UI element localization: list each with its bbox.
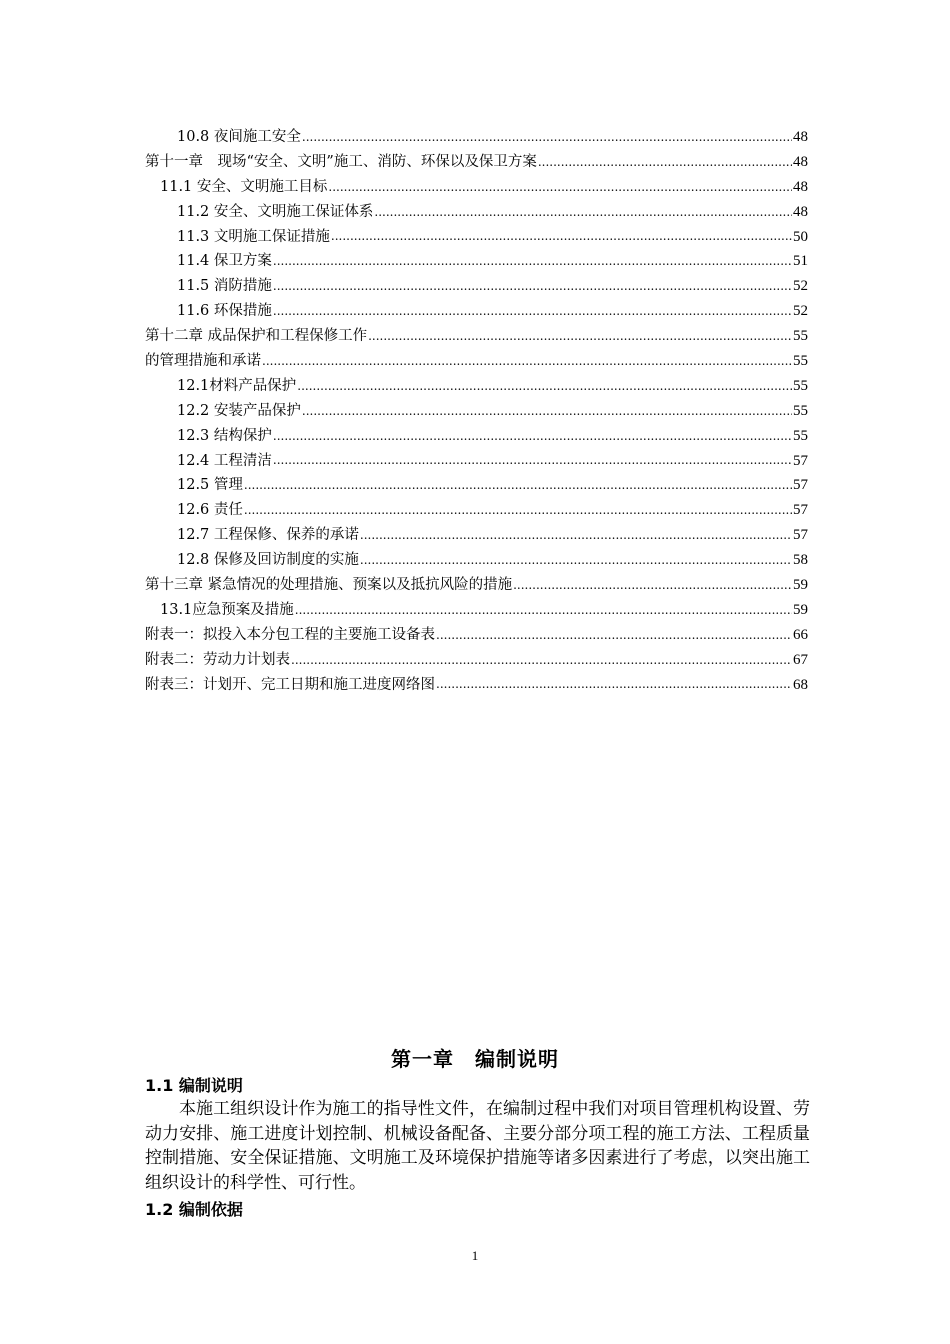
toc-entry[interactable]	[145, 374, 808, 399]
toc-entry[interactable]	[145, 473, 808, 498]
toc-entry-page: 55	[793, 353, 808, 369]
toc-dot-leader	[436, 674, 792, 694]
toc-dot-leader	[262, 351, 792, 371]
toc-entry-label: 11.3 文明施工保证措施	[177, 228, 330, 245]
toc-dot-leader	[374, 202, 792, 222]
toc-entry-label: 11.6 环保措施	[177, 303, 272, 320]
toc-entry[interactable]	[145, 249, 808, 274]
toc-entry-label: 12.3 结构保护	[177, 427, 272, 444]
toc-dot-leader	[273, 450, 792, 470]
toc-entry[interactable]	[145, 274, 808, 299]
toc-entry-page: 48	[793, 203, 808, 220]
toc-entry-label: 附表二：劳动力计划表	[145, 651, 290, 668]
toc-entry-page: 48	[793, 153, 808, 170]
toc-entry[interactable]	[145, 225, 808, 250]
toc-dot-leader	[291, 650, 792, 670]
toc-dot-leader	[436, 625, 792, 645]
toc-entry[interactable]	[145, 200, 808, 225]
toc-entry-page: 48	[793, 178, 808, 195]
toc-entry-page: 57	[793, 527, 808, 544]
toc-entry[interactable]	[145, 598, 808, 623]
toc-entry-label: 12.6 责任	[177, 502, 243, 519]
toc-dot-leader	[273, 276, 792, 296]
toc-dot-leader	[331, 226, 792, 246]
toc-entry-page: 58	[793, 552, 808, 569]
toc-entry-label: 的管理措施和承诺	[145, 353, 261, 369]
toc-dot-leader	[273, 426, 792, 446]
toc-entry[interactable]	[145, 349, 808, 374]
toc-entry-page: 48	[793, 128, 808, 145]
paragraph-text: 本施工组织设计作为施工的指导性文件，在编制过程中我们对项目管理机构设置、劳动力安排、施工进度计划控制、机械设备配备、主要分部分项工程的施工方法、工程质量控制措施、安全保证措施、文明施工及环境保护措施等诸多因素进行了考虑，以突出施工组织设计的科学性、可行性。	[145, 1099, 810, 1193]
toc-entry-page: 68	[793, 676, 808, 693]
toc-entry[interactable]	[145, 623, 808, 648]
toc-dot-leader	[302, 401, 792, 421]
toc-entry[interactable]	[145, 498, 808, 523]
toc-dot-leader	[273, 251, 792, 271]
toc-entry-page: 59	[793, 601, 808, 618]
chapter-title: 第一章 编制说明	[391, 1047, 559, 1071]
toc-entry[interactable]	[145, 175, 808, 200]
toc-entry[interactable]	[145, 399, 808, 424]
toc-dot-leader	[297, 376, 792, 396]
toc-dot-leader	[360, 550, 792, 570]
section-heading-1-2: 1.2 编制依据	[145, 1200, 243, 1219]
toc-entry-label: 11.4 保卫方案	[177, 253, 272, 270]
section-heading-1-1: 1.1 编制说明	[145, 1076, 243, 1095]
toc-entry-page: 50	[793, 228, 808, 245]
toc-entry[interactable]	[145, 324, 808, 349]
toc-entry[interactable]	[145, 548, 808, 573]
toc-dot-leader	[513, 575, 792, 595]
toc-entry-label: 12.1材料产品保护	[177, 377, 297, 394]
toc-entry-page: 55	[793, 402, 808, 419]
section-1-1-paragraph	[145, 1097, 810, 1195]
toc-dot-leader	[538, 152, 792, 172]
toc-entry[interactable]	[145, 449, 808, 474]
toc-entry-page: 55	[793, 427, 808, 444]
toc-entry-page: 55	[793, 377, 808, 394]
toc-entry-label: 11.2 安全、文明施工保证体系	[177, 203, 374, 220]
toc-dot-leader	[302, 127, 792, 147]
toc-dot-leader	[360, 525, 792, 545]
toc-entry-label: 附表一：拟投入本分包工程的主要施工设备表	[145, 626, 435, 643]
toc-entry-page: 57	[793, 477, 808, 494]
toc-entry-label: 11.5 消防措施	[177, 278, 272, 295]
toc-dot-leader	[244, 475, 792, 495]
toc-entry-label: 第十一章 现场“安全、文明”施工、消防、环保以及保卫方案	[145, 153, 537, 170]
page-number: 1	[471, 1248, 479, 1263]
toc-entry[interactable]	[145, 299, 808, 324]
toc-entry-page: 52	[793, 303, 808, 320]
toc-entry-label: 12.4 工程清洁	[177, 452, 272, 469]
table-of-contents	[145, 125, 808, 697]
toc-entry-label: 12.7 工程保修、保养的承诺	[177, 527, 359, 544]
toc-entry-label: 12.2 安装产品保护	[177, 402, 301, 419]
toc-entry-page: 52	[793, 278, 808, 295]
toc-entry[interactable]	[145, 573, 808, 598]
toc-entry-page: 55	[793, 328, 808, 345]
toc-dot-leader	[368, 326, 792, 346]
toc-entry-page: 66	[793, 626, 808, 643]
toc-entry-page: 51	[793, 253, 808, 270]
toc-dot-leader	[328, 177, 792, 197]
toc-dot-leader	[273, 301, 792, 321]
toc-entry-page: 59	[793, 577, 808, 594]
toc-entry-label: 12.8 保修及回访制度的实施	[177, 552, 359, 569]
toc-entry[interactable]	[145, 150, 808, 175]
toc-entry-page: 67	[793, 651, 808, 668]
toc-entry-label: 10.8 夜间施工安全	[177, 128, 301, 145]
toc-dot-leader	[295, 600, 792, 620]
toc-entry-label: 11.1 安全、文明施工目标	[160, 178, 328, 195]
toc-entry-label: 附表三：计划开、完工日期和施工进度网络图	[145, 676, 435, 693]
toc-entry-label: 12.5 管理	[177, 477, 243, 494]
toc-entry[interactable]	[145, 523, 808, 548]
toc-entry-page: 57	[793, 452, 808, 469]
toc-entry[interactable]	[145, 125, 808, 150]
toc-entry[interactable]	[145, 648, 808, 673]
toc-entry-label: 第十三章 紧急情况的处理措施、预案以及抵抗风险的措施	[145, 577, 513, 594]
toc-entry-label: 第十二章 成品保护和工程保修工作	[145, 328, 368, 345]
toc-entry-page: 57	[793, 502, 808, 519]
toc-entry[interactable]	[145, 673, 808, 698]
toc-entry[interactable]	[145, 424, 808, 449]
toc-dot-leader	[244, 500, 792, 520]
toc-entry-label: 13.1应急预案及措施	[160, 601, 294, 618]
